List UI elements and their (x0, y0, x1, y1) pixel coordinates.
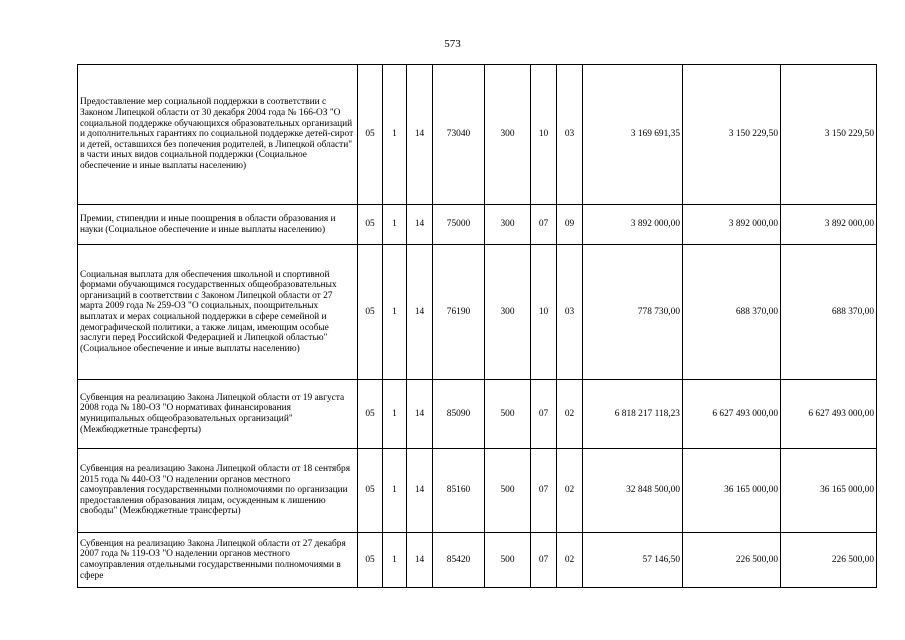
amount-year-2: 688 370,00 (683, 245, 781, 380)
event-code: 14 (407, 205, 433, 245)
table-row (78, 380, 877, 449)
amount-year-3: 36 165 000,00 (781, 449, 877, 533)
direction-code: 75000 (433, 205, 485, 245)
row-name: Субвенция на реализацию Закона Липецкой области от 19 августа 2008 года № 180-ОЗ "О нормативах финансирования муниципальных общеобразовательных организаций" (Межбюджетные трансферты) (78, 380, 358, 449)
row-name: Социальная выплата для обеспечения школьной и спортивной формами обучающимся государственных общеобразовательных организаций в соответствии с Законом Липецкой области от 27 марта 2009 года № 259-ОЗ "О социальных, поощрительных выплатах и мерах социальной поддержки в сфере семейной и демографической политики, а также лицам, имеющим особые заслуги перед Российской Федерацией и Липецкой областью" (Социальное обеспечение и иные выплаты населению) (78, 245, 358, 380)
row-name: Субвенция на реализацию Закона Липецкой области от 27 декабря 2007 года № 119-ОЗ "О наделении органов местного самоуправления отдельными государственными полномочиями в сфере (78, 533, 358, 588)
program-code: 05 (358, 205, 383, 245)
subsection-code: 02 (557, 533, 583, 588)
table-row (78, 245, 877, 380)
direction-code: 85160 (433, 449, 485, 533)
row-name: Субвенция на реализацию Закона Липецкой области от 18 сентября 2015 года № 440-ОЗ "О наделении органов местного самоуправления государственными полномочиями по организации предоставления образования лицам, осужденным к лишению свободы" (Межбюджетные трансферты) (78, 449, 358, 533)
subprogram-code: 1 (383, 205, 407, 245)
amount-year-2: 6 627 493 000,00 (683, 380, 781, 449)
subprogram-code: 1 (383, 65, 407, 205)
expense-type-code: 300 (485, 205, 531, 245)
program-code: 05 (358, 65, 383, 205)
amount-year-3: 3 150 229,50 (781, 65, 877, 205)
subsection-code: 02 (557, 380, 583, 449)
amount-year-1: 57 146,50 (583, 533, 683, 588)
expense-type-code: 500 (485, 533, 531, 588)
amount-year-1: 3 892 000,00 (583, 205, 683, 245)
subsection-code: 02 (557, 449, 583, 533)
subsection-code: 03 (557, 65, 583, 205)
subprogram-code: 1 (383, 380, 407, 449)
expense-type-code: 300 (485, 245, 531, 380)
row-name: Премии, стипендии и иные поощрения в области образования и науки (Социальное обеспечение и иные выплаты населению) (78, 205, 358, 245)
amount-year-1: 6 818 217 118,23 (583, 380, 683, 449)
amount-year-3: 6 627 493 000,00 (781, 380, 877, 449)
table-row (78, 205, 877, 245)
page-number: 573 (444, 38, 461, 50)
table-row (78, 65, 877, 205)
section-code: 07 (531, 205, 557, 245)
section-code: 07 (531, 449, 557, 533)
section-code: 07 (531, 533, 557, 588)
table-row (78, 449, 877, 533)
direction-code: 85420 (433, 533, 485, 588)
amount-year-3: 226 500,00 (781, 533, 877, 588)
amount-year-2: 226 500,00 (683, 533, 781, 588)
amount-year-3: 3 892 000,00 (781, 205, 877, 245)
amount-year-1: 778 730,00 (583, 245, 683, 380)
direction-code: 76190 (433, 245, 485, 380)
expense-type-code: 300 (485, 65, 531, 205)
subsection-code: 09 (557, 205, 583, 245)
amount-year-2: 3 892 000,00 (683, 205, 781, 245)
program-code: 05 (358, 533, 383, 588)
expense-type-code: 500 (485, 380, 531, 449)
event-code: 14 (407, 380, 433, 449)
program-code: 05 (358, 245, 383, 380)
amount-year-2: 36 165 000,00 (683, 449, 781, 533)
subsection-code: 03 (557, 245, 583, 380)
row-name: Предоставление мер социальной поддержки в соответствии с Законом Липецкой области от 30 декабря 2004 года № 166-ОЗ "О социальной поддержке обучающихся образовательных организаций и дополнительных гарантиях по социальной поддержке детей-сирот и детей, оставшихся без попечения родителей, в Липецкой области" в части иных видов социальной поддержки (Социальное обеспечение и иные выплаты населению) (78, 65, 358, 205)
subprogram-code: 1 (383, 533, 407, 588)
program-code: 05 (358, 380, 383, 449)
event-code: 14 (407, 245, 433, 380)
event-code: 14 (407, 449, 433, 533)
amount-year-3: 688 370,00 (781, 245, 877, 380)
subprogram-code: 1 (383, 245, 407, 380)
event-code: 14 (407, 533, 433, 588)
section-code: 10 (531, 245, 557, 380)
budget-table (77, 64, 877, 588)
section-code: 10 (531, 65, 557, 205)
amount-year-2: 3 150 229,50 (683, 65, 781, 205)
amount-year-1: 32 848 500,00 (583, 449, 683, 533)
direction-code: 73040 (433, 65, 485, 205)
table-row (78, 533, 877, 588)
event-code: 14 (407, 65, 433, 205)
program-code: 05 (358, 449, 383, 533)
direction-code: 85090 (433, 380, 485, 449)
expense-type-code: 500 (485, 449, 531, 533)
section-code: 07 (531, 380, 557, 449)
amount-year-1: 3 169 691,35 (583, 65, 683, 205)
subprogram-code: 1 (383, 449, 407, 533)
